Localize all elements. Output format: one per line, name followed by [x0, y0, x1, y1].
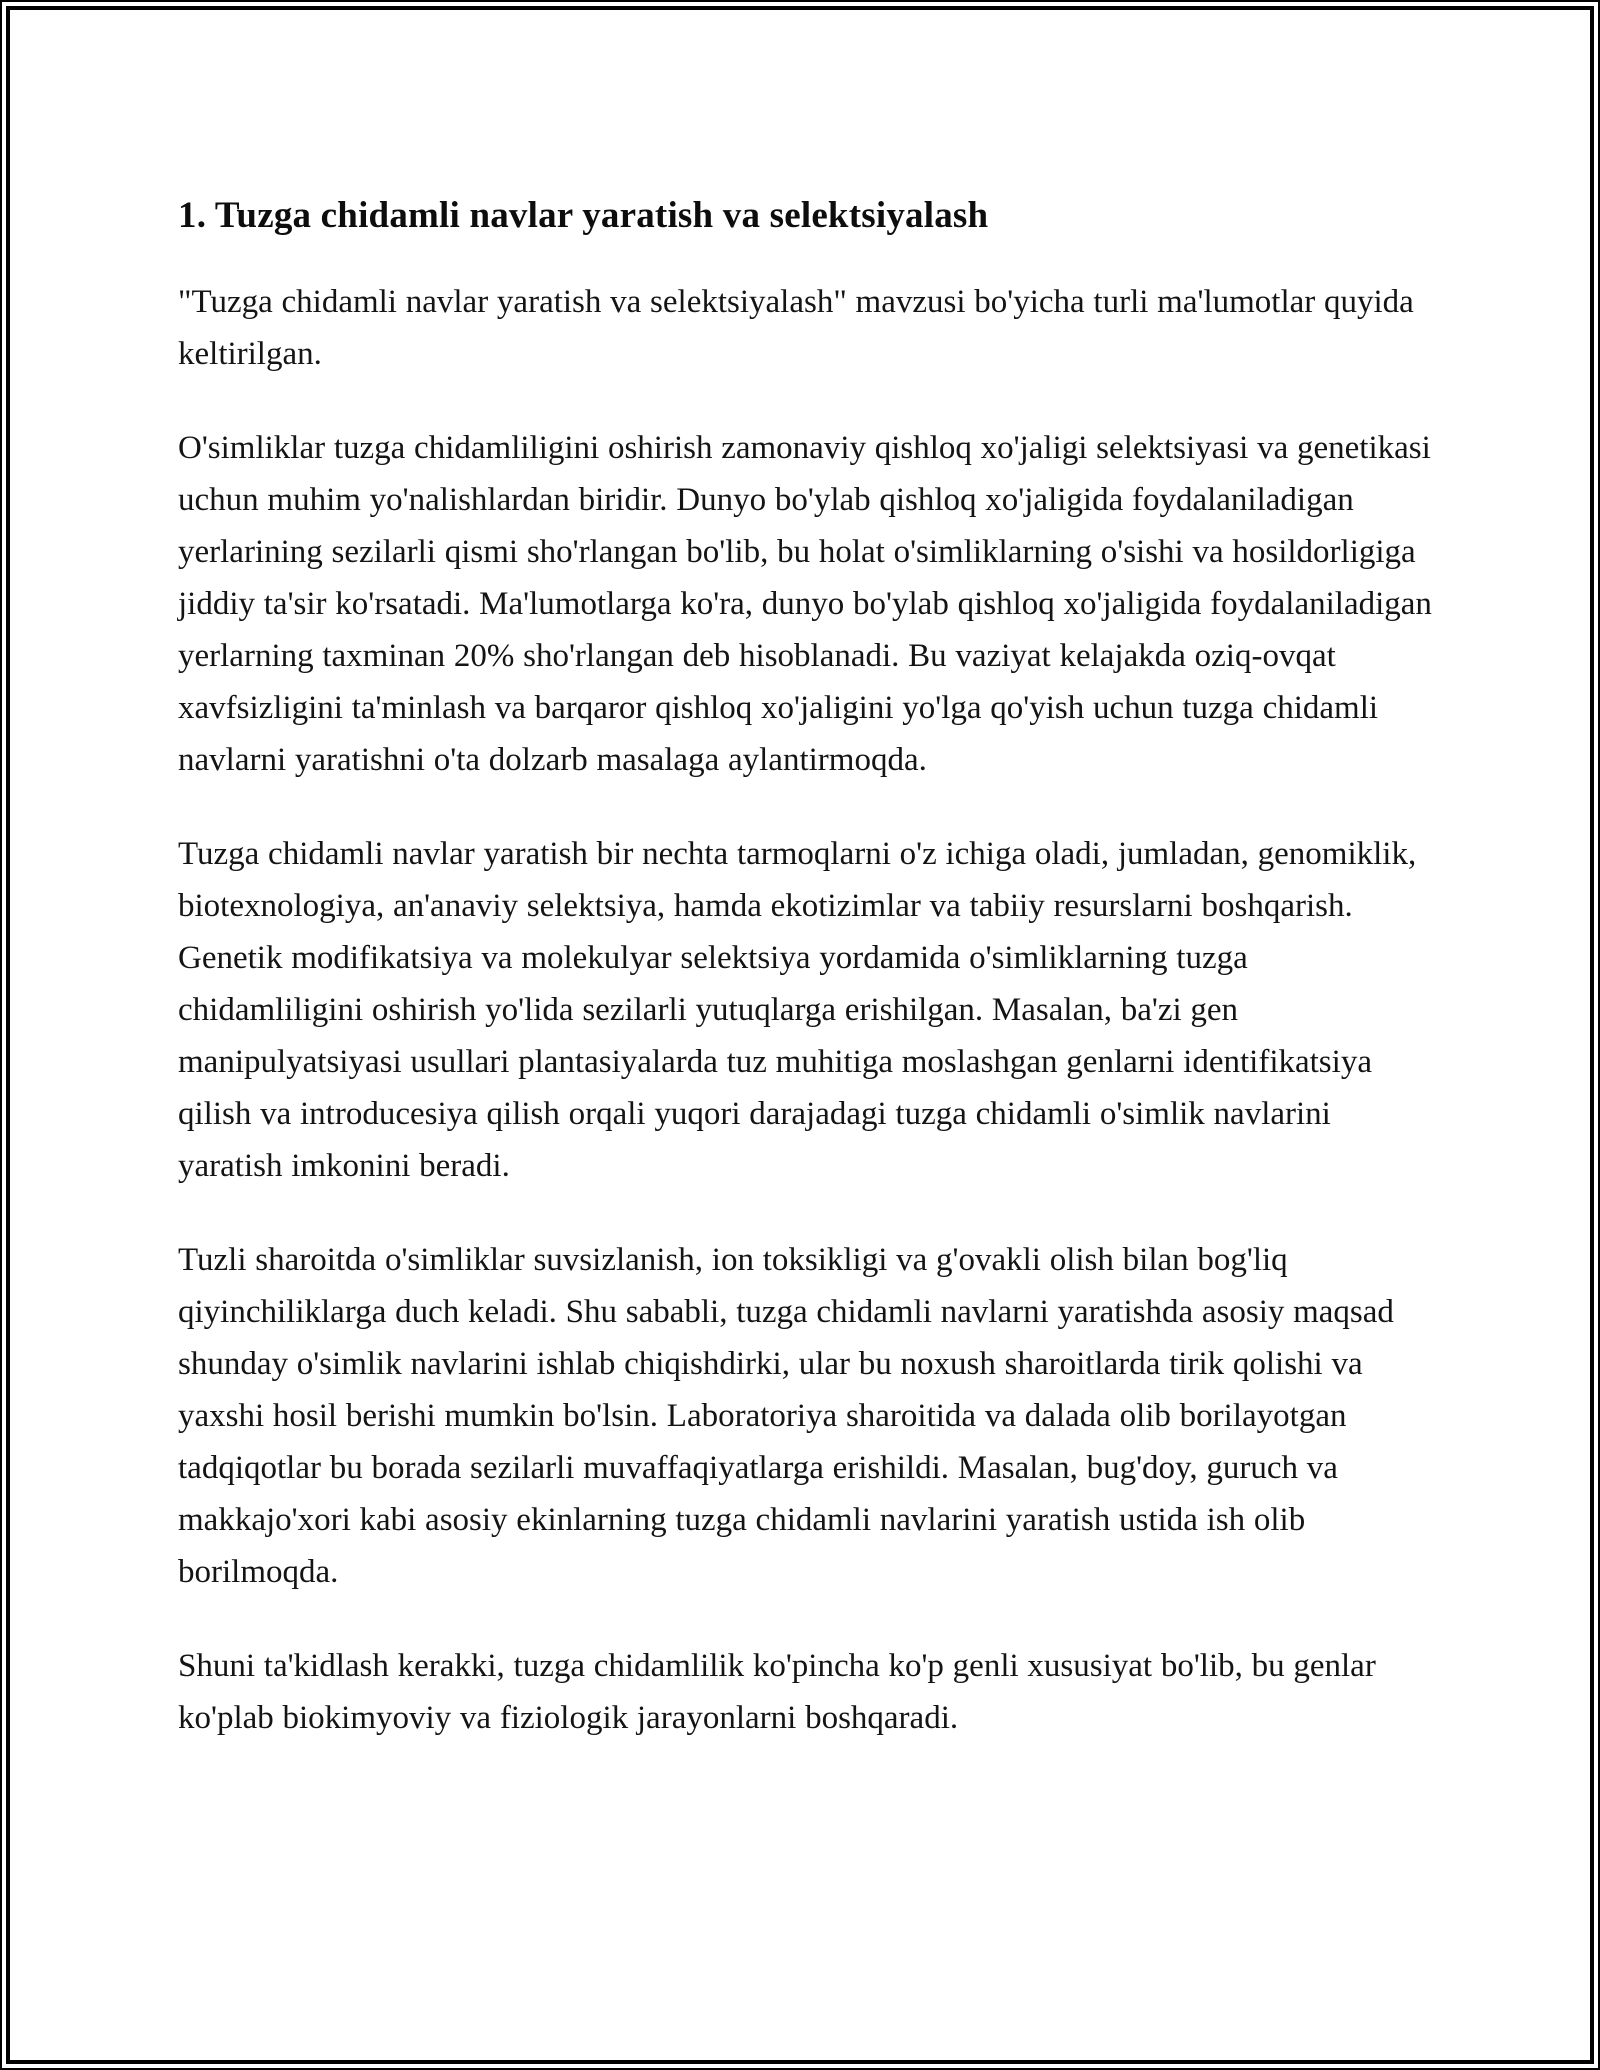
document-content: [10, 10, 1440, 1744]
paragraph-salt-stress-research: Tuzli sharoitda o'simliklar suvsizlanish, ion toksikligi va g'ovakli olish bilan bog'liq qiyinchiliklarga duch keladi. Shu sababli, tuzga chidamli navlarni yaratishda asosiy maqsad shunday o'simlik navlarini ishlab chiqishdirki, ular bu noxush sharoitlarda tirik qolishi va yaxshi hosil berishi mumkin bo'lsin. Laboratoriya sharoitida va dalada olib borilayotgan tadqiqotlar bu borada sezilarli muvaffaqiyatlarga erishildi. Masalan, bug'doy, guruch va makkajo'xori kabi asosiy ekinlarning tuzga chidamli navlarini yaratish ustida ish olib borilmoqda.: [178, 1242, 1394, 1590]
paragraph-polygenic-note: Shuni ta'kidlash kerakki, tuzga chidamlilik ko'pincha ko'p genli xususiyat bo'lib, bu genlar ko'plab biokimyoviy va fiziologik jarayonlarni boshqaradi.: [178, 1648, 1376, 1736]
paragraph-salinity-overview: O'simliklar tuzga chidamliligini oshirish zamonaviy qishloq xo'jaligi selektsiyasi va genetikasi uchun muhim yo'nalishlardan biridir. Dunyo bo'ylab qishloq xo'jaligida foydalaniladigan yerlarining sezilarli qismi sho'rlangan bo'lib, bu holat o'simliklarning o'sishi va hosildorligiga jiddiy ta'sir ko'rsatadi. Ma'lumotlarga ko'ra, dunyo bo'ylab qishloq xo'jaligida foydalaniladigan yerlarning taxminan 20% sho'rlangan deb hisoblanadi. Bu vaziyat kelajakda oziq-ovqat xavfsizligini ta'minlash va barqaror qishloq xo'jaligini yo'lga qo'yish uchun tuzga chidamli navlarni yaratishni o'ta dolzarb masalaga aylantirmoqda.: [178, 430, 1432, 778]
page-border-frame: [6, 6, 1594, 2064]
paragraph-intro: "Tuzga chidamli navlar yaratish va selektsiyalash" mavzusi bo'yicha turli ma'lumotlar quyida keltirilgan.: [178, 284, 1414, 372]
document-title: 1. Tuzga chidamli navlar yaratish va selektsiyalash: [178, 195, 989, 236]
paragraph-breeding-branches: Tuzga chidamli navlar yaratish bir nechta tarmoqlarni o'z ichiga oladi, jumladan, genomiklik, biotexnologiya, an'anaviy selektsiya, hamda ekotizimlar va tabiiy resurslarni boshqarish. Genetik modifikatsiya va molekulyar selektsiya yordamida o'simliklarning tuzga chidamliligini oshirish yo'lida sezilarli yutuqlarga erishilgan. Masalan, ba'zi gen manipulyatsiyasi usullari plantasiyalarda tuz muhitiga moslashgan genlarni identifikatsiya qilish va introducesiya qilish orqali yuqori darajadagi tuzga chidamli o'simlik navlarini yaratish imkonini beradi.: [178, 836, 1417, 1184]
